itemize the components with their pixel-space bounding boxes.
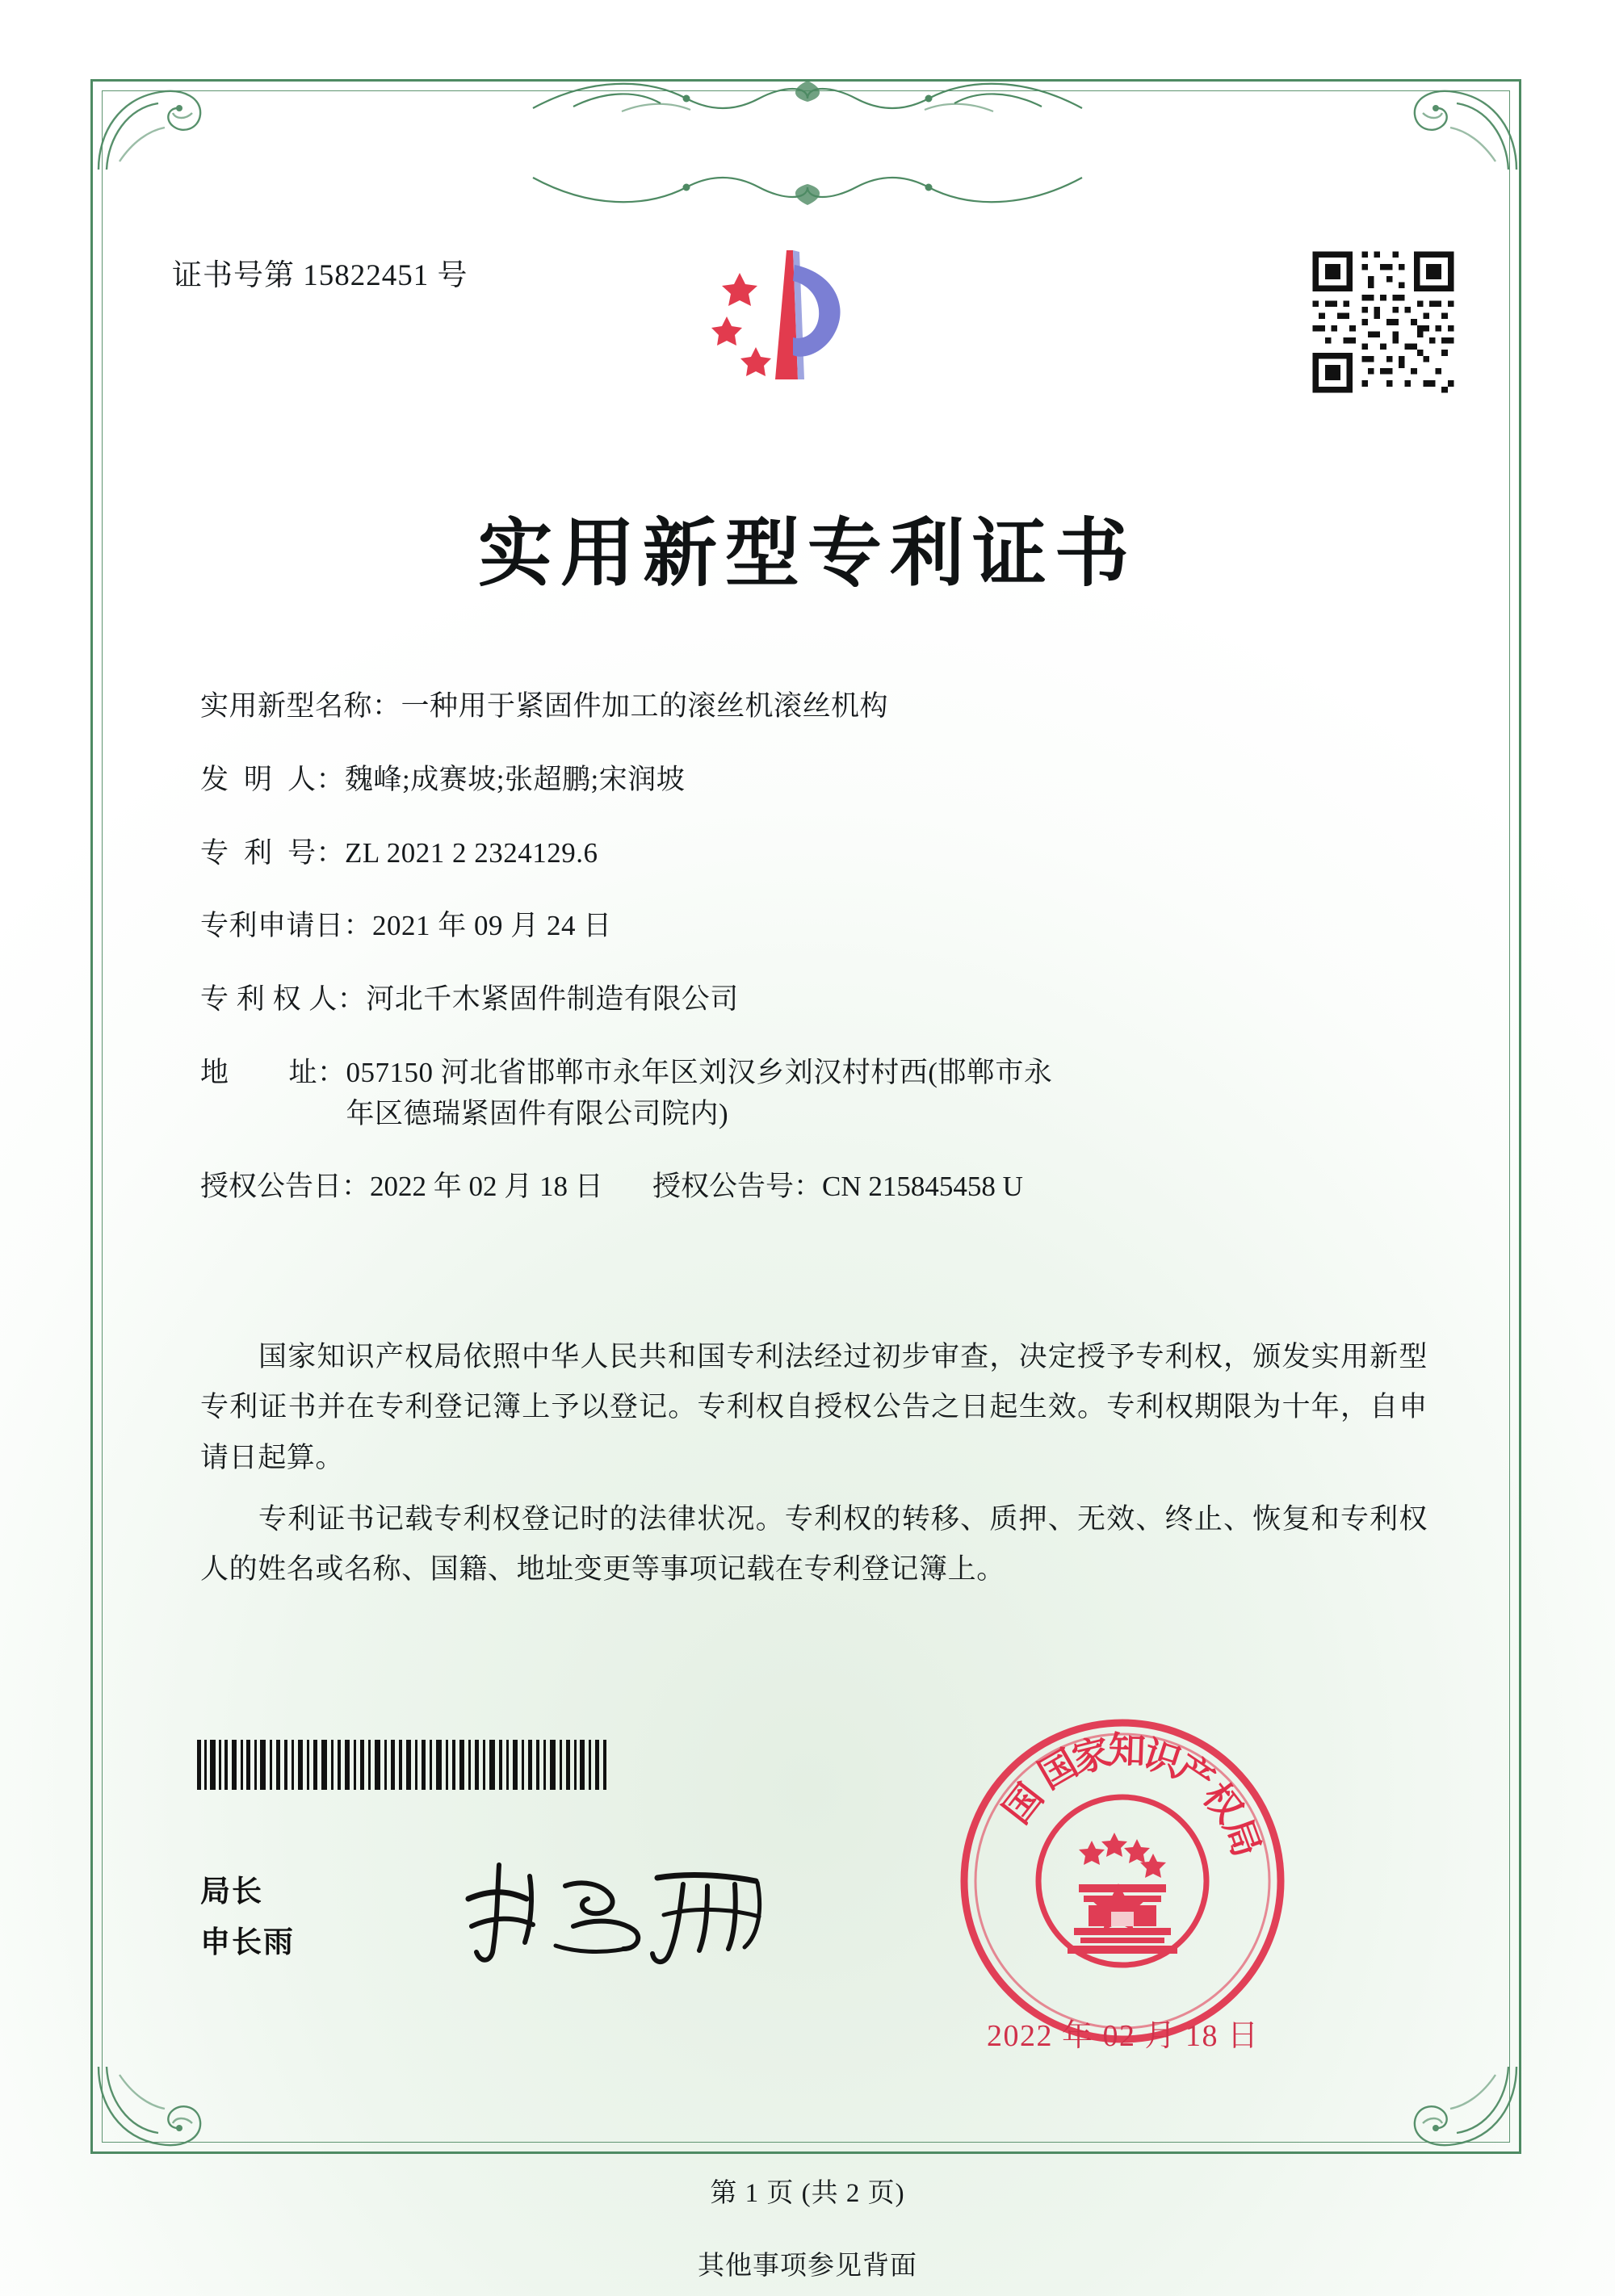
top-flourish-ornament [525,69,1090,123]
svg-text:国: 国 [994,1775,1052,1832]
field-value [346,1053,1428,1135]
field-patent-number [200,833,1428,874]
field-value: ZL 2021 2 2324129.6 [345,836,598,869]
field-patentee [200,979,1428,1020]
corner-ornament-top-left [95,84,216,173]
field-label: 专 利 号： [200,836,346,869]
qr-code-icon [1307,245,1460,399]
legal-paragraph-1: 国家知识产权局依照中华人民共和国专利法经过初步审查，决定授予专利权，颁发实用新型专利证书并在专利登记簿上予以登记。专利权自授权公告之日起生效。专利权期限为十年，自申请日起算。 [200,1341,1428,1473]
field-label: 实用新型名称： [200,690,401,722]
corner-ornament-bottom-right [1399,2063,1520,2152]
page-title: 实用新型专利证书 [477,509,1137,597]
legal-text [200,1332,1428,1606]
bottom-flourish-ornament [525,163,1090,216]
patent-office-emblem-icon [691,242,893,416]
field-value: CN 215845458 U [822,1171,1023,1203]
address-line-1: 057150 河北省邯郸市永年区刘汉乡刘汉村村西(邯郸市永 [346,1056,1053,1088]
field-grant-date [200,1167,652,1208]
field-inventors [200,760,1428,801]
director-title: 局长 [200,1875,263,1908]
svg-text:局: 局 [1215,1812,1269,1862]
svg-text:产: 产 [1167,1745,1223,1803]
page-number: 第 1 页 (共 2 页) [710,2179,905,2208]
corner-ornament-top-right [1399,84,1520,173]
address-line-2: 年区德瑞紧固件有限公司院内) [346,1097,729,1129]
field-application-date [200,906,1428,947]
field-label: 发 明 人： [200,763,346,795]
field-value: 河北千木紧固件制造有限公司 [366,983,739,1015]
official-seal-icon [953,1712,1292,2051]
field-label: 专 利 权 人： [200,983,367,1015]
field-label: 专利申请日： [200,910,373,942]
certificate-fields [200,686,1428,1235]
seal-date: 2022 年 02 月 18 日 [987,2019,1260,2053]
legal-paragraph-2: 专利证书记载专利权登记时的法律状况。专利权的转移、质押、无效、终止、恢复和专利权人的姓名或名称、国籍、地址变更等事项记载在专利登记簿上。 [200,1502,1428,1586]
svg-text:知: 知 [1107,1728,1147,1773]
signature-block [200,1867,295,1969]
field-address [200,1053,1428,1135]
field-value: 2022 年 02 月 18 日 [370,1171,603,1203]
field-value: 魏峰;成赛坡;张超鹏;宋润坡 [345,763,686,795]
field-label: 地 址： [200,1056,346,1088]
barcode-icon [197,1740,609,1790]
corner-ornament-bottom-left [95,2063,216,2152]
back-side-note: 其他事项参见背面 [698,2252,917,2281]
field-grant-number [652,1167,1023,1208]
director-name: 申长雨 [200,1925,295,1959]
field-label: 授权公告号： [652,1171,823,1203]
field-grant-row [200,1167,1428,1208]
handwritten-signature-icon [452,1849,791,1970]
field-label: 授权公告日： [200,1171,371,1203]
svg-text:识: 识 [1138,1732,1187,1785]
certificate-number: 证书号第 15822451 号 [172,259,468,292]
svg-text:家: 家 [1068,1729,1115,1782]
field-value: 2021 年 09 月 24 日 [372,910,612,942]
svg-text:国: 国 [1030,1741,1085,1798]
field-value: 一种用于紧固件加工的滚丝机滚丝机构 [401,690,889,722]
svg-text:权: 权 [1194,1774,1252,1831]
field-utility-model-name [200,686,1428,727]
